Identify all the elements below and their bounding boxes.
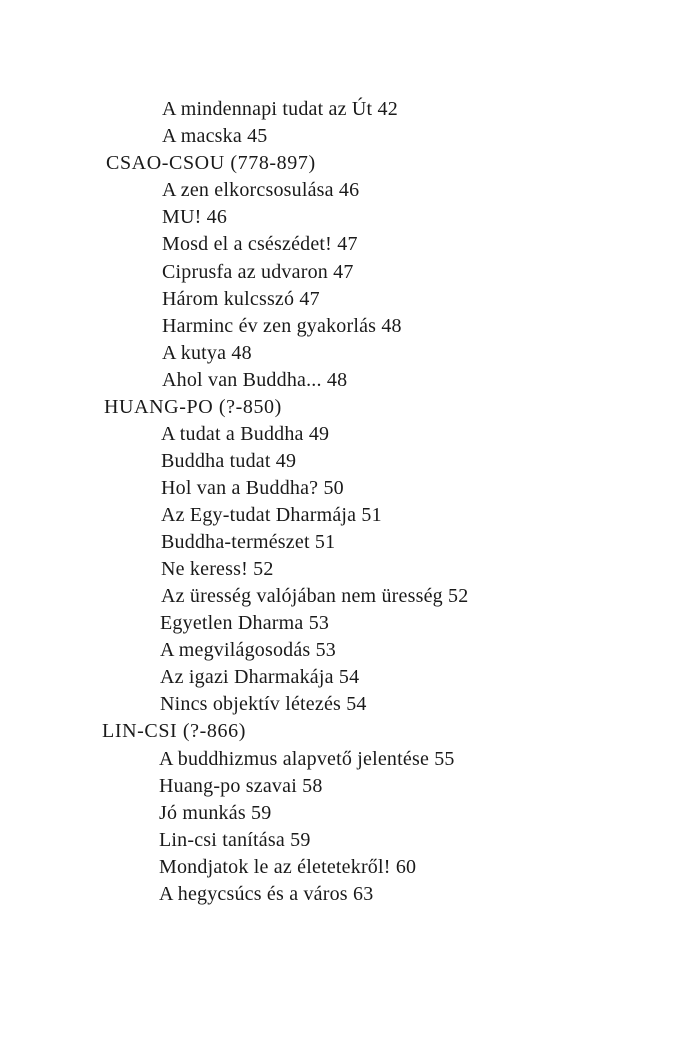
- toc-entry: A hegycsúcs és a város 63: [159, 883, 374, 905]
- toc-entry: Egyetlen Dharma 53: [160, 612, 330, 634]
- toc-entry: A macska 45: [162, 125, 268, 147]
- toc-entry: Hol van a Buddha? 50: [161, 477, 344, 499]
- toc-entry: Három kulcsszó 47: [162, 288, 320, 310]
- toc-section-heading: CSAO-CSOU (778-897): [106, 152, 316, 174]
- toc-entry: Lin-csi tanítása 59: [159, 829, 311, 851]
- toc-entry: Az üresség valójában nem üresség 52: [161, 585, 469, 607]
- toc-entry: A buddhizmus alapvető jelentése 55: [159, 748, 455, 770]
- toc-entry: A mindennapi tudat az Út 42: [162, 98, 398, 120]
- toc-entry: Az igazi Dharmakája 54: [160, 666, 360, 688]
- toc-entry: Buddha tudat 49: [161, 450, 297, 472]
- toc-entry: Nincs objektív létezés 54: [160, 693, 367, 715]
- toc-entry: A tudat a Buddha 49: [161, 423, 330, 445]
- toc-entry: Ahol van Buddha... 48: [162, 369, 348, 391]
- toc-entry: Harminc év zen gyakorlás 48: [162, 315, 402, 337]
- toc-entry: Ciprusfa az udvaron 47: [162, 261, 354, 283]
- toc-entry: A megvilágosodás 53: [160, 639, 337, 661]
- toc-entry: Huang-po szavai 58: [159, 775, 323, 797]
- toc-entry: Az Egy-tudat Dharmája 51: [161, 504, 382, 526]
- toc-entry: A zen elkorcsosulása 46: [162, 179, 360, 201]
- toc-entry: Mosd el a csészédet! 47: [162, 233, 358, 255]
- toc-entry: Buddha-természet 51: [161, 531, 336, 553]
- toc-section-heading: LIN-CSI (?-866): [102, 720, 246, 742]
- toc-entry: MU! 46: [162, 206, 228, 228]
- toc-entry: Jó munkás 59: [159, 802, 272, 824]
- toc-entry: Ne keress! 52: [161, 558, 274, 580]
- toc-entry: Mondjatok le az életetekről! 60: [159, 856, 417, 878]
- toc-entry: A kutya 48: [162, 342, 252, 364]
- toc-section-heading: HUANG-PO (?-850): [104, 396, 282, 418]
